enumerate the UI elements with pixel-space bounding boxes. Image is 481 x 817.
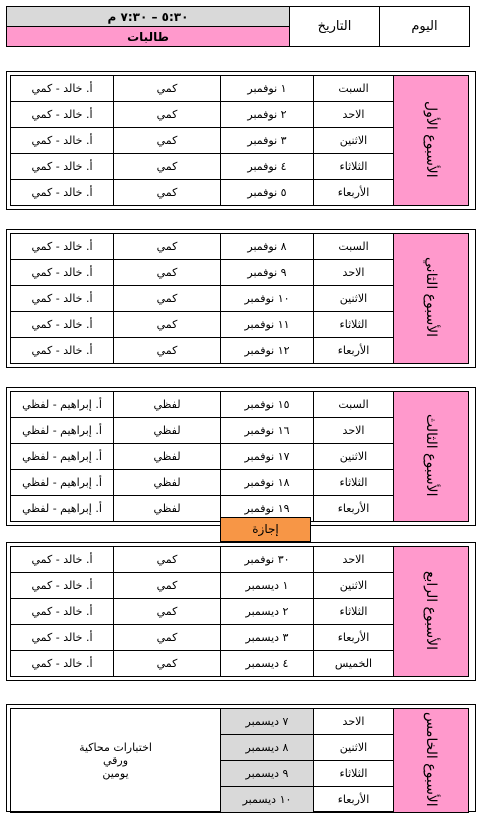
date-cell: ٨ نوفمبر: [221, 234, 314, 260]
date-cell: ٤ نوفمبر: [221, 154, 314, 180]
day-cell: السبت: [314, 76, 394, 102]
week-5-day: الاثنين: [314, 735, 394, 761]
week-3-table: [10, 391, 469, 522]
teacher-cell: أ. خالد - كمي: [11, 338, 114, 364]
date-cell: ٣ ديسمبر: [221, 625, 314, 651]
day-cell: الأربعاء: [314, 180, 394, 206]
teacher-cell: أ. خالد - كمي: [11, 547, 114, 573]
exam-note-line: يومين: [102, 767, 129, 780]
subject-cell: كمي: [114, 154, 221, 180]
subject-cell: كمي: [114, 76, 221, 102]
day-cell: الاحد: [314, 418, 394, 444]
day-cell: الاثنين: [314, 444, 394, 470]
day-cell: الاثنين: [314, 573, 394, 599]
date-cell: ١٠ نوفمبر: [221, 286, 314, 312]
subject-cell: لفظي: [114, 418, 221, 444]
subject-cell: كمي: [114, 547, 221, 573]
week-label: الأسبوع الأول: [423, 100, 439, 178]
holiday-label: إجازة: [220, 517, 311, 542]
subject-cell: كمي: [114, 128, 221, 154]
exam-note-cell: [11, 709, 221, 813]
week-5-date: ٩ ديسمبر: [221, 761, 314, 787]
exam-note-line: اختبارات محاكية: [79, 741, 152, 754]
week-2-block: [6, 229, 476, 368]
date-cell: ١٦ نوفمبر: [221, 418, 314, 444]
day-cell: الثلاثاء: [314, 154, 394, 180]
subject-cell: كمي: [114, 180, 221, 206]
date-cell: ١ ديسمبر: [221, 573, 314, 599]
day-cell: الثلاثاء: [314, 599, 394, 625]
day-cell: الخميس: [314, 651, 394, 677]
week-label: الأسبوع الثاني: [423, 256, 439, 338]
teacher-cell: أ. خالد - كمي: [11, 651, 114, 677]
date-cell: ١٢ نوفمبر: [221, 338, 314, 364]
week-5-day: الاحد: [314, 709, 394, 735]
schedule-header: [6, 6, 470, 47]
teacher-cell: أ. خالد - كمي: [11, 573, 114, 599]
date-cell: ٩ نوفمبر: [221, 260, 314, 286]
week-label-cell: [394, 392, 469, 522]
day-cell: الأربعاء: [314, 338, 394, 364]
day-cell: الثلاثاء: [314, 312, 394, 338]
day-cell: الثلاثاء: [314, 470, 394, 496]
week-5-day: الثلاثاء: [314, 761, 394, 787]
subject-cell: لفظي: [114, 470, 221, 496]
day-cell: الأربعاء: [314, 496, 394, 522]
week-5-table: [10, 708, 469, 813]
teacher-cell: أ. إبراهيم - لفظي: [11, 496, 114, 522]
day-column-header: اليوم: [380, 7, 470, 47]
subject-cell: لفظي: [114, 392, 221, 418]
table-row: [11, 76, 469, 102]
week-1-table: [10, 75, 469, 206]
date-cell: ١٧ نوفمبر: [221, 444, 314, 470]
week-3-block: [6, 387, 476, 526]
subject-cell: لفظي: [114, 444, 221, 470]
teacher-cell: أ. إبراهيم - لفظي: [11, 470, 114, 496]
day-cell: الاثنين: [314, 286, 394, 312]
teacher-cell: أ. إبراهيم - لفظي: [11, 392, 114, 418]
week-4-block: [6, 542, 476, 681]
subject-cell: كمي: [114, 312, 221, 338]
week-5-date: ٨ ديسمبر: [221, 735, 314, 761]
subject-cell: كمي: [114, 286, 221, 312]
week-5-date: ١٠ ديسمبر: [221, 787, 314, 813]
date-cell: ١٩ نوفمبر: [221, 496, 314, 522]
week-1-block: [6, 71, 476, 210]
week-5-label: الأسبوع الخامس: [423, 711, 439, 807]
day-cell: الاحد: [314, 260, 394, 286]
subject-cell: لفظي: [114, 496, 221, 522]
subject-cell: كمي: [114, 234, 221, 260]
teacher-cell: أ. خالد - كمي: [11, 286, 114, 312]
date-cell: ٥ نوفمبر: [221, 180, 314, 206]
teacher-cell: أ. خالد - كمي: [11, 599, 114, 625]
teacher-cell: أ. خالد - كمي: [11, 312, 114, 338]
week-label-cell: [394, 76, 469, 206]
teacher-cell: أ. خالد - كمي: [11, 180, 114, 206]
date-cell: ١٥ نوفمبر: [221, 392, 314, 418]
week-5-day: الأربعاء: [314, 787, 394, 813]
week-5-block: [6, 704, 476, 812]
date-cell: ٢ نوفمبر: [221, 102, 314, 128]
date-cell: ٢ ديسمبر: [221, 599, 314, 625]
exam-note-line: ورقي: [102, 754, 129, 767]
week-label: الأسبوع الرابع: [423, 570, 439, 650]
subject-cell: كمي: [114, 599, 221, 625]
date-cell: ٣ نوفمبر: [221, 128, 314, 154]
subject-cell: كمي: [114, 338, 221, 364]
date-cell: ١ نوفمبر: [221, 76, 314, 102]
week-label-cell: [394, 234, 469, 364]
date-cell: ١٨ نوفمبر: [221, 470, 314, 496]
week-5-label-cell: [394, 709, 469, 813]
table-row: [11, 547, 469, 573]
week-5-date: ٧ ديسمبر: [221, 709, 314, 735]
teacher-cell: أ. خالد - كمي: [11, 128, 114, 154]
teacher-cell: أ. خالد - كمي: [11, 76, 114, 102]
week-label: الأسبوع الثالث: [423, 413, 439, 497]
week-2-table: [10, 233, 469, 364]
day-cell: الأربعاء: [314, 625, 394, 651]
teacher-cell: أ. خالد - كمي: [11, 625, 114, 651]
week-4-table: [10, 546, 469, 677]
teacher-cell: أ. إبراهيم - لفظي: [11, 418, 114, 444]
week-label-cell: [394, 547, 469, 677]
subject-cell: كمي: [114, 260, 221, 286]
date-cell: ٣٠ نوفمبر: [221, 547, 314, 573]
subject-cell: كمي: [114, 573, 221, 599]
session-time: ٥:٣٠ – ٧:٣٠ م: [7, 7, 290, 27]
date-column-header: التاريخ: [290, 7, 380, 47]
day-cell: السبت: [314, 392, 394, 418]
table-row: [11, 392, 469, 418]
teacher-cell: أ. خالد - كمي: [11, 154, 114, 180]
teacher-cell: أ. خالد - كمي: [11, 102, 114, 128]
day-cell: السبت: [314, 234, 394, 260]
date-cell: ٤ ديسمبر: [221, 651, 314, 677]
table-row: [11, 234, 469, 260]
day-cell: الاثنين: [314, 128, 394, 154]
date-cell: ١١ نوفمبر: [221, 312, 314, 338]
teacher-cell: أ. إبراهيم - لفظي: [11, 444, 114, 470]
group-label: طالبات: [7, 27, 290, 47]
subject-cell: كمي: [114, 102, 221, 128]
subject-cell: كمي: [114, 651, 221, 677]
subject-cell: كمي: [114, 625, 221, 651]
day-cell: الاحد: [314, 102, 394, 128]
day-cell: الاحد: [314, 547, 394, 573]
teacher-cell: أ. خالد - كمي: [11, 234, 114, 260]
teacher-cell: أ. خالد - كمي: [11, 260, 114, 286]
